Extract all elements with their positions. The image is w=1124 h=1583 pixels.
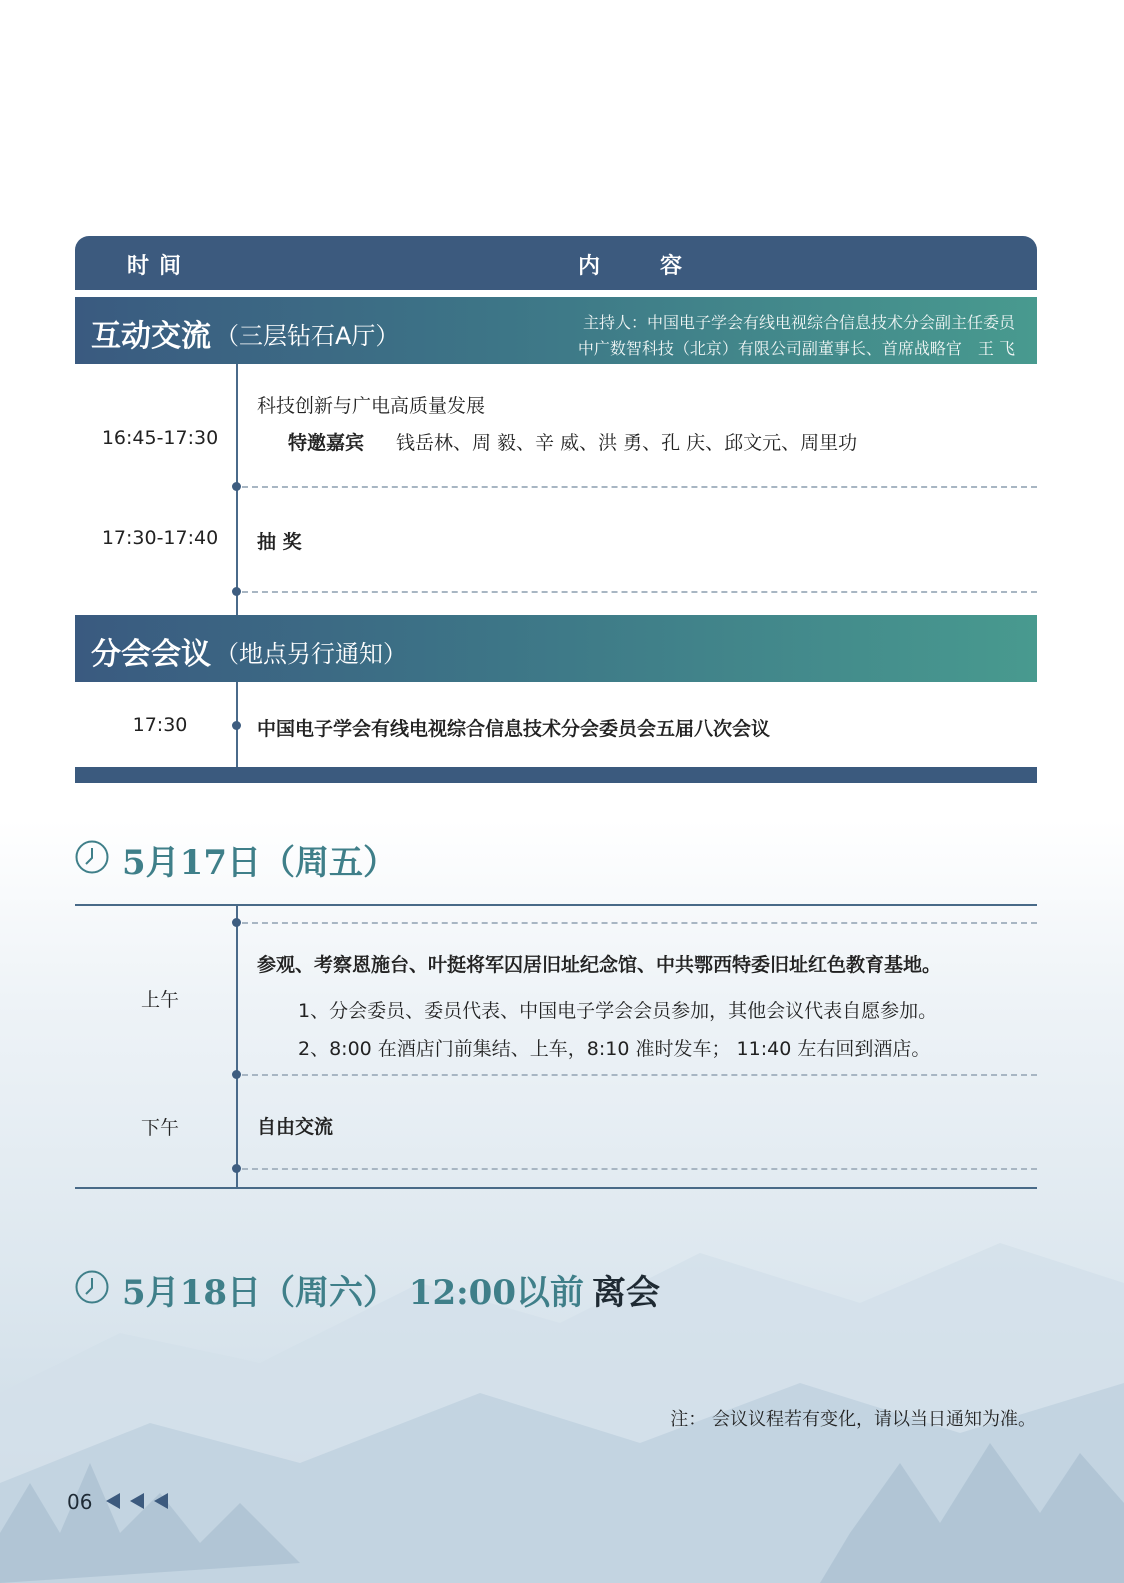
page-number: 06 [67,1490,93,1514]
morning-note-2: 2、8:00 在酒店门前集结、上车，8:10 准时发车； 11:40 左右回到酒店。 [298,1038,931,1060]
timeline-dot [232,918,241,927]
host-line-1: 主持人：中国电子学会有线电视综合信息技术分会副主任委员 [582,313,1015,332]
section-location: （三层钻石A厅） [215,322,400,350]
host-line-2: 中广数智科技（北京）有限公司副董事长、首席战略官 王 飞 [577,339,1015,358]
day-title-17: 5月17日（周五） [122,843,397,883]
day17-top-line [75,904,1037,906]
morning-topic: 参观、考察恩施台、叶挺将军囚居旧址纪念馆、中共鄂西特委旧址红色教育基地。 [257,954,942,976]
header-time: 时间 [127,254,192,279]
back-arrows-icon [106,1492,170,1510]
row-divider [242,591,1037,593]
section-band-interaction [75,297,1037,364]
guests-list: 钱岳林、周 毅、辛 威、洪 勇、孔 庆、邱文元、周里功 [396,432,858,454]
section-title: 互动交流 [91,319,211,354]
timeline-dot [232,1164,241,1173]
row-time: 17:30 [132,714,188,736]
timeline-dot [232,482,241,491]
row-divider [242,922,1037,924]
timeline-dot [232,721,241,730]
day17-bottom-line [75,1187,1037,1189]
row-time-afternoon: 下午 [140,1117,179,1139]
row-divider [242,486,1037,488]
section-title: 分会会议 [91,637,211,672]
afternoon-topic: 自由交流 [257,1116,334,1138]
clock-icon [75,1270,109,1304]
row-divider [242,1074,1037,1076]
row-time-morning: 上午 [140,989,179,1011]
row-time: 16:45-17:30 [101,427,219,449]
row-topic: 抽 奖 [257,531,302,553]
timeline-line [236,906,238,1188]
header-content: 内容 [578,254,743,279]
morning-note-1: 1、分会委员、委员代表、中国电子学会会员参加，其他会议代表自愿参加。 [298,1000,938,1022]
row-divider [242,1168,1037,1170]
section-band-meeting [75,615,1037,682]
schedule-note: 注： 会议议程若有变化，请以当日通知为准。 [670,1409,1036,1430]
timeline-dot [232,587,241,596]
timeline-dot [232,1070,241,1079]
day-title-18: 5月18日（周六） 12:00以前 [122,1273,584,1313]
row-topic: 科技创新与广电高质量发展 [257,395,486,417]
row-time: 17:30-17:40 [101,527,219,549]
table-header [75,236,1037,290]
guests-label: 特邀嘉宾 [288,432,365,454]
table-footer-bar [75,767,1037,783]
row-topic: 中国电子学会有线电视综合信息技术分会委员会五届八次会议 [257,718,771,740]
departure-label: 离会 [592,1273,660,1313]
clock-icon [75,840,109,874]
section-location: （地点另行通知） [215,640,407,668]
